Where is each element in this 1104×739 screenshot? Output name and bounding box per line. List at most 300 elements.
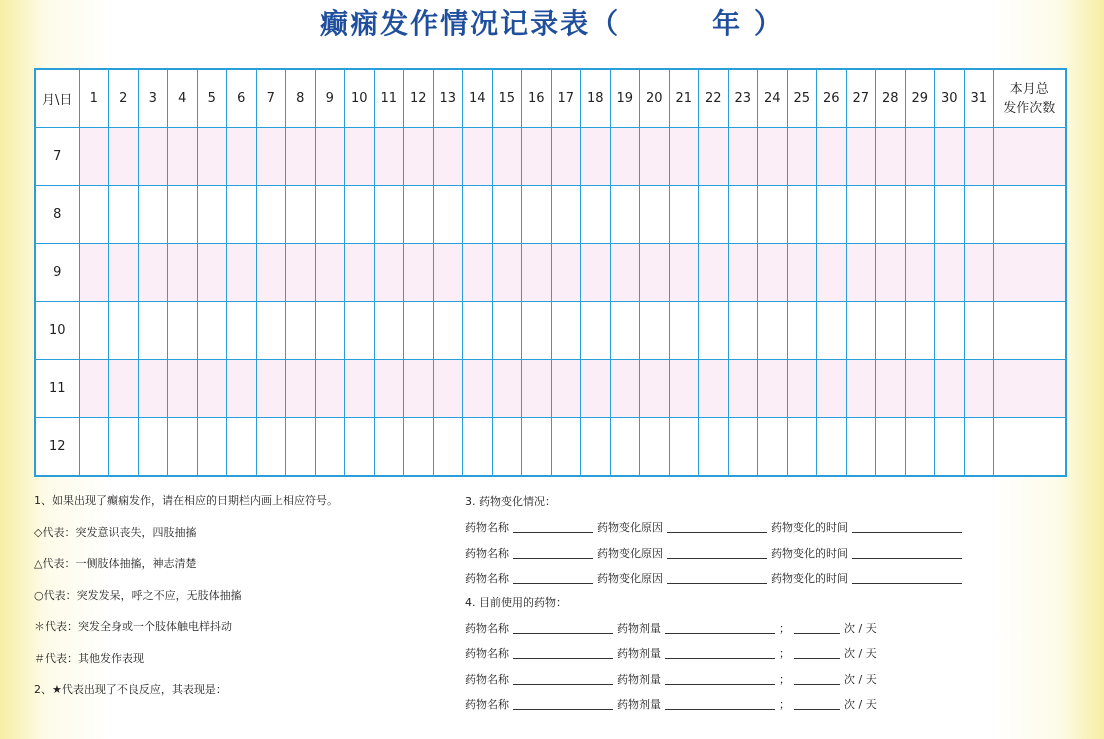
month-row: [35, 244, 1066, 302]
title-text: 癫痫发作情况记录表（: [320, 7, 621, 40]
day-cell[interactable]: [551, 186, 581, 244]
day-cell[interactable]: [699, 360, 729, 418]
day-cell[interactable]: [817, 302, 847, 360]
drug-name-label: 药物名称: [465, 572, 509, 585]
day-cell[interactable]: [463, 128, 493, 186]
day-cell[interactable]: [846, 244, 876, 302]
frequency-field[interactable]: [794, 673, 840, 685]
day-cell[interactable]: [286, 302, 316, 360]
day-cell[interactable]: [79, 360, 109, 418]
day-cell[interactable]: [433, 186, 463, 244]
month-row: [35, 128, 1066, 186]
change-time-field[interactable]: [852, 521, 962, 533]
drug-dose-field[interactable]: [665, 647, 775, 659]
day-cell[interactable]: [79, 128, 109, 186]
day-cell[interactable]: [581, 244, 611, 302]
day-header: 23: [728, 69, 758, 128]
day-cell[interactable]: [197, 360, 227, 418]
day-cell[interactable]: [522, 418, 552, 477]
day-cell[interactable]: [492, 418, 522, 477]
month-label: 7: [35, 128, 79, 186]
day-cell[interactable]: [463, 186, 493, 244]
day-cell[interactable]: [109, 128, 139, 186]
day-cell[interactable]: [787, 128, 817, 186]
frequency-field[interactable]: [794, 647, 840, 659]
day-cell[interactable]: [964, 302, 994, 360]
day-cell[interactable]: [227, 418, 257, 477]
day-cell[interactable]: [286, 186, 316, 244]
drug-name-field[interactable]: [513, 521, 593, 533]
day-header: 25: [787, 69, 817, 128]
day-cell[interactable]: [315, 418, 345, 477]
day-cell[interactable]: [876, 302, 906, 360]
day-cell[interactable]: [728, 186, 758, 244]
day-cell[interactable]: [109, 244, 139, 302]
day-cell[interactable]: [876, 186, 906, 244]
day-cell[interactable]: [728, 418, 758, 477]
day-cell[interactable]: [168, 244, 198, 302]
day-cell[interactable]: [935, 128, 965, 186]
day-cell[interactable]: [669, 186, 699, 244]
drug-name-label: 药物名称: [465, 698, 509, 711]
day-header: 16: [522, 69, 552, 128]
day-cell[interactable]: [935, 244, 965, 302]
day-cell[interactable]: [345, 186, 375, 244]
day-cell[interactable]: [404, 302, 434, 360]
drug-name-field[interactable]: [513, 572, 593, 584]
day-header: 6: [227, 69, 257, 128]
day-cell[interactable]: [905, 360, 935, 418]
day-header: 24: [758, 69, 788, 128]
day-cell[interactable]: [492, 128, 522, 186]
total-header-line1: 本月总: [1009, 81, 1049, 97]
month-label: 12: [35, 418, 79, 477]
change-time-label: 药物变化的时间: [771, 521, 848, 534]
day-cell[interactable]: [138, 418, 168, 477]
day-cell[interactable]: [433, 244, 463, 302]
day-cell[interactable]: [315, 186, 345, 244]
day-cell[interactable]: [256, 302, 286, 360]
day-header: 11: [374, 69, 404, 128]
day-cell[interactable]: [758, 418, 788, 477]
note-instruction: 1、如果出现了癫痫发作，请在相应的日期栏内画上相应符号。: [34, 494, 338, 507]
day-cell[interactable]: [109, 302, 139, 360]
day-cell[interactable]: [905, 128, 935, 186]
separator: ；: [779, 672, 790, 686]
section3-heading: 3. 药物变化情况：: [465, 495, 556, 508]
month-label: 9: [35, 244, 79, 302]
drug-change-row: [465, 572, 966, 598]
day-cell[interactable]: [581, 186, 611, 244]
day-cell[interactable]: [905, 418, 935, 477]
day-cell[interactable]: [286, 360, 316, 418]
day-cell[interactable]: [876, 360, 906, 418]
day-cell[interactable]: [79, 244, 109, 302]
day-cell[interactable]: [345, 360, 375, 418]
day-cell[interactable]: [758, 302, 788, 360]
change-time-field[interactable]: [852, 572, 962, 584]
day-cell[interactable]: [374, 128, 404, 186]
day-cell[interactable]: [522, 244, 552, 302]
day-cell[interactable]: [935, 186, 965, 244]
day-cell[interactable]: [817, 360, 847, 418]
day-cell[interactable]: [168, 186, 198, 244]
day-cell[interactable]: [964, 186, 994, 244]
day-cell[interactable]: [640, 302, 670, 360]
day-cell[interactable]: [669, 302, 699, 360]
day-cell[interactable]: [433, 128, 463, 186]
day-cell[interactable]: [404, 360, 434, 418]
day-cell[interactable]: [905, 244, 935, 302]
day-header: 17: [551, 69, 581, 128]
drug-name-field[interactable]: [513, 673, 613, 685]
day-cell[interactable]: [787, 244, 817, 302]
day-cell[interactable]: [197, 302, 227, 360]
day-header: 22: [699, 69, 729, 128]
day-cell[interactable]: [758, 360, 788, 418]
drug-change-row: [465, 521, 966, 547]
day-cell[interactable]: [138, 186, 168, 244]
day-cell[interactable]: [669, 128, 699, 186]
day-cell[interactable]: [640, 186, 670, 244]
monthly-total-cell[interactable]: [994, 360, 1066, 418]
drug-dose-label: 药物剂量: [617, 672, 661, 686]
day-cell[interactable]: [492, 244, 522, 302]
day-header: 3: [138, 69, 168, 128]
drug-name-field[interactable]: [513, 647, 613, 659]
day-cell[interactable]: [640, 128, 670, 186]
day-cell[interactable]: [581, 128, 611, 186]
day-cell[interactable]: [168, 128, 198, 186]
day-cell[interactable]: [699, 186, 729, 244]
day-cell[interactable]: [463, 244, 493, 302]
day-cell[interactable]: [876, 244, 906, 302]
day-cell[interactable]: [138, 244, 168, 302]
day-header: 27: [846, 69, 876, 128]
drug-dose-field[interactable]: [665, 698, 775, 710]
day-cell[interactable]: [227, 244, 257, 302]
change-reason-label: 药物变化原因: [597, 521, 663, 534]
day-cell[interactable]: [728, 360, 758, 418]
day-cell[interactable]: [610, 186, 640, 244]
day-cell[interactable]: [787, 360, 817, 418]
month-row: [35, 418, 1066, 477]
frequency-label: 次 / 天: [844, 698, 877, 711]
day-cell[interactable]: [109, 360, 139, 418]
day-cell[interactable]: [846, 302, 876, 360]
drug-name-label: 药物名称: [465, 672, 509, 686]
day-cell[interactable]: [227, 128, 257, 186]
day-cell[interactable]: [964, 244, 994, 302]
day-cell[interactable]: [286, 244, 316, 302]
note-diamond: ◇代表：突发意识丧失，四肢抽搐: [34, 525, 197, 539]
day-cell[interactable]: [758, 244, 788, 302]
drug-name-field[interactable]: [513, 698, 613, 710]
day-header: 9: [315, 69, 345, 128]
day-header: 10: [345, 69, 375, 128]
day-header: 7: [256, 69, 286, 128]
day-cell[interactable]: [551, 302, 581, 360]
day-header: 30: [935, 69, 965, 128]
day-cell[interactable]: [522, 360, 552, 418]
day-cell[interactable]: [404, 244, 434, 302]
day-cell[interactable]: [551, 244, 581, 302]
day-cell[interactable]: [138, 128, 168, 186]
day-cell[interactable]: [640, 418, 670, 477]
section4-heading: 4. 目前使用的药物：: [465, 595, 567, 609]
day-cell[interactable]: [315, 302, 345, 360]
day-cell[interactable]: [197, 244, 227, 302]
day-cell[interactable]: [846, 360, 876, 418]
day-cell[interactable]: [345, 418, 375, 477]
day-cell[interactable]: [79, 302, 109, 360]
day-cell[interactable]: [345, 128, 375, 186]
month-row: [35, 186, 1066, 244]
day-header: 5: [197, 69, 227, 128]
day-header: 2: [109, 69, 139, 128]
day-cell[interactable]: [109, 186, 139, 244]
day-cell[interactable]: [787, 186, 817, 244]
day-cell[interactable]: [227, 186, 257, 244]
day-cell[interactable]: [522, 302, 552, 360]
seizure-record-table: [34, 68, 1067, 477]
note-triangle: △代表：一侧肢体抽搐，神志清楚: [34, 557, 197, 570]
change-reason-label: 药物变化原因: [597, 572, 663, 585]
day-cell[interactable]: [79, 418, 109, 477]
day-header: 21: [669, 69, 699, 128]
day-cell[interactable]: [610, 302, 640, 360]
total-header-line2: 发作次数: [1003, 100, 1056, 116]
day-cell[interactable]: [492, 360, 522, 418]
legend-notes: [34, 494, 338, 715]
day-cell[interactable]: [817, 418, 847, 477]
day-cell[interactable]: [286, 128, 316, 186]
day-cell[interactable]: [846, 418, 876, 477]
day-cell[interactable]: [964, 128, 994, 186]
day-cell[interactable]: [433, 418, 463, 477]
frequency-field[interactable]: [794, 698, 840, 710]
day-cell[interactable]: [433, 302, 463, 360]
month-row: [35, 302, 1066, 360]
day-cell[interactable]: [551, 360, 581, 418]
day-cell[interactable]: [669, 244, 699, 302]
day-cell[interactable]: [315, 360, 345, 418]
day-cell[interactable]: [374, 360, 404, 418]
drug-name-field[interactable]: [513, 547, 593, 559]
day-cell[interactable]: [728, 244, 758, 302]
day-cell[interactable]: [964, 418, 994, 477]
day-header: 20: [640, 69, 670, 128]
day-cell[interactable]: [168, 302, 198, 360]
day-cell[interactable]: [492, 302, 522, 360]
drug-dose-label: 药物剂量: [617, 647, 661, 660]
day-cell[interactable]: [168, 418, 198, 477]
day-header: 4: [168, 69, 198, 128]
day-cell[interactable]: [256, 186, 286, 244]
day-cell[interactable]: [846, 128, 876, 186]
day-cell[interactable]: [699, 418, 729, 477]
day-cell[interactable]: [581, 360, 611, 418]
month-label: 11: [35, 360, 79, 418]
day-cell[interactable]: [463, 418, 493, 477]
separator: ；: [779, 698, 790, 711]
current-drug-row: [465, 698, 966, 724]
day-cell[interactable]: [138, 360, 168, 418]
day-cell[interactable]: [935, 418, 965, 477]
day-cell[interactable]: [345, 244, 375, 302]
page-title: [0, 2, 1104, 42]
change-reason-field[interactable]: [667, 572, 767, 584]
day-cell[interactable]: [286, 418, 316, 477]
day-cell[interactable]: [197, 186, 227, 244]
day-cell[interactable]: [964, 360, 994, 418]
title-year: 年: [712, 7, 743, 40]
day-cell[interactable]: [315, 128, 345, 186]
day-cell[interactable]: [138, 302, 168, 360]
monthly-total-cell[interactable]: [994, 128, 1066, 186]
medication-notes: [465, 495, 966, 724]
day-cell[interactable]: [256, 360, 286, 418]
day-cell[interactable]: [551, 128, 581, 186]
day-header: 13: [433, 69, 463, 128]
month-row: [35, 360, 1066, 418]
day-header: 29: [905, 69, 935, 128]
day-cell[interactable]: [522, 186, 552, 244]
day-cell[interactable]: [315, 244, 345, 302]
change-time-label: 药物变化的时间: [771, 572, 848, 585]
day-cell[interactable]: [787, 302, 817, 360]
day-header: 12: [404, 69, 434, 128]
day-cell[interactable]: [876, 418, 906, 477]
monthly-total-cell[interactable]: [994, 302, 1066, 360]
day-cell[interactable]: [935, 302, 965, 360]
day-cell[interactable]: [581, 302, 611, 360]
table-header-row: [35, 69, 1066, 128]
day-cell[interactable]: [463, 360, 493, 418]
day-header: 19: [610, 69, 640, 128]
change-time-field[interactable]: [852, 547, 962, 559]
day-cell[interactable]: [227, 360, 257, 418]
drug-name-label: 药物名称: [465, 621, 509, 635]
note-circle: ○代表：突发发呆，呼之不应，无肢体抽搐: [34, 588, 242, 602]
day-cell[interactable]: [404, 128, 434, 186]
day-cell[interactable]: [463, 302, 493, 360]
day-cell[interactable]: [256, 128, 286, 186]
day-cell[interactable]: [699, 244, 729, 302]
drug-name-label: 药物名称: [465, 647, 509, 660]
drug-change-row: [465, 547, 966, 573]
day-header: 26: [817, 69, 847, 128]
day-cell[interactable]: [817, 128, 847, 186]
day-cell[interactable]: [492, 186, 522, 244]
separator: ；: [779, 647, 790, 660]
day-cell[interactable]: [669, 360, 699, 418]
day-cell[interactable]: [345, 302, 375, 360]
day-cell[interactable]: [817, 244, 847, 302]
day-cell[interactable]: [640, 244, 670, 302]
drug-name-label: 药物名称: [465, 546, 509, 560]
drug-name-field[interactable]: [513, 622, 613, 634]
day-cell[interactable]: [522, 128, 552, 186]
monthly-total-cell[interactable]: [994, 418, 1066, 477]
day-header: 18: [581, 69, 611, 128]
day-cell[interactable]: [669, 418, 699, 477]
month-label: 10: [35, 302, 79, 360]
day-cell[interactable]: [787, 418, 817, 477]
monthly-total-cell[interactable]: [994, 186, 1066, 244]
day-cell[interactable]: [227, 302, 257, 360]
day-cell[interactable]: [699, 302, 729, 360]
drug-dose-label: 药物剂量: [617, 621, 661, 635]
change-reason-label: 药物变化原因: [597, 546, 663, 560]
drug-dose-field[interactable]: [665, 673, 775, 685]
day-cell[interactable]: [610, 244, 640, 302]
day-cell[interactable]: [817, 186, 847, 244]
day-cell[interactable]: [197, 128, 227, 186]
day-cell[interactable]: [197, 418, 227, 477]
day-cell[interactable]: [256, 418, 286, 477]
day-cell[interactable]: [374, 244, 404, 302]
corner-header: 月\日: [35, 69, 79, 128]
day-cell[interactable]: [581, 418, 611, 477]
note-hash: ＃代表：其他发作表现: [34, 651, 144, 665]
day-cell[interactable]: [404, 186, 434, 244]
day-header: 14: [463, 69, 493, 128]
day-cell[interactable]: [79, 186, 109, 244]
day-cell[interactable]: [433, 360, 463, 418]
day-header: 1: [79, 69, 109, 128]
day-cell[interactable]: [905, 302, 935, 360]
change-time-label: 药物变化的时间: [771, 546, 848, 560]
day-cell[interactable]: [374, 418, 404, 477]
month-label: 8: [35, 186, 79, 244]
change-reason-field[interactable]: [667, 547, 767, 559]
day-cell[interactable]: [610, 418, 640, 477]
day-cell[interactable]: [935, 360, 965, 418]
day-cell[interactable]: [699, 128, 729, 186]
day-cell[interactable]: [374, 186, 404, 244]
day-cell[interactable]: [168, 360, 198, 418]
frequency-field[interactable]: [794, 622, 840, 634]
day-cell[interactable]: [404, 418, 434, 477]
day-cell[interactable]: [610, 360, 640, 418]
day-cell[interactable]: [374, 302, 404, 360]
day-cell[interactable]: [610, 128, 640, 186]
day-cell[interactable]: [905, 186, 935, 244]
day-cell[interactable]: [728, 302, 758, 360]
drug-dose-field[interactable]: [665, 622, 775, 634]
change-reason-field[interactable]: [667, 521, 767, 533]
current-drug-row: [465, 673, 966, 699]
day-cell[interactable]: [876, 128, 906, 186]
day-cell[interactable]: [728, 128, 758, 186]
day-cell[interactable]: [640, 360, 670, 418]
day-cell[interactable]: [758, 186, 788, 244]
day-cell[interactable]: [109, 418, 139, 477]
monthly-total-cell[interactable]: [994, 244, 1066, 302]
title-close: ）: [753, 7, 784, 40]
day-cell[interactable]: [551, 418, 581, 477]
current-drug-row: [465, 647, 966, 673]
day-cell[interactable]: [758, 128, 788, 186]
day-cell[interactable]: [846, 186, 876, 244]
frequency-label: 次 / 天: [844, 621, 877, 635]
separator: ；: [779, 621, 790, 635]
day-header: 15: [492, 69, 522, 128]
day-header: 31: [964, 69, 994, 128]
day-cell[interactable]: [256, 244, 286, 302]
frequency-label: 次 / 天: [844, 647, 877, 660]
